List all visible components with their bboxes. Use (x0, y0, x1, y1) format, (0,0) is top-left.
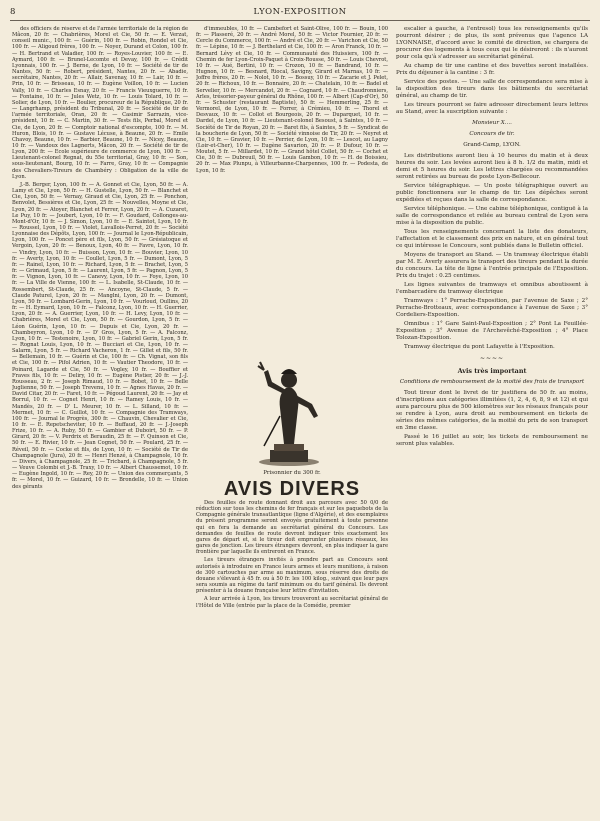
notice-paragraph: Service des postes. — Une salle de correspondance sera mise à la disposition des tireurs dans les bâtiments du secrétariat général, au champ de tir. (396, 79, 588, 99)
prize-statue-illustration (224, 346, 354, 468)
donor-list-column (12, 26, 188, 816)
important-notice-subheading: Conditions de remboursement de la moitié des frais de transport (399, 379, 585, 385)
notice-paragraph: Moyens de transport au Stand. — Un tramway électrique établi par M. E. Averly assurera le transport des tireurs pendant la durée du concours. La tête de ligne à l'entrée principale de l'Exposition. Prix du trajet : 0.25 centimes. (396, 252, 588, 279)
notice-paragraph: Service téléphonique. — Une cabine téléphonique, contiguë à la salle de correspondance et reliée au bureau central de Lyon sera mise à la disposition du public. (396, 206, 588, 226)
donor-list-paragraph: J.-B. Berger, Lyon, 100 fr. — A. Gonnet et Cie, Lyon, 50 fr. — A. Lamy et Cie, Lyon, 50 fr. — H. Gustelle, Lyon, 50 fr. — Blanchet et Cie, Lyon, 50 fr. — Vernay, Giraud et Cie, Lyon, 25 fr. — Ponchon, Benvolet, Bessières et Cie, Lyon, 25 fr. — Nouvelles, Moyne et Cie, Lyon, 20 fr. — Atoyer, Blanchet et Ferrer, Lyon, 20 fr. — A. Cuzaret, Le Puy, 10 fr. — Joubert, Lyon, 10 fr. — F. Goudard, Collonges-au-Mont-d'Or, 10 fr. — J. Simon, Lyon, 10 fr. — E. Saintot, Lyon, 10 fr. — Roussel, Lyon, 10 fr. — Violet, Lavallois-Perret, 20 fr. — Société Lyonnaise des Dépôts, Lyon, 100 fr. — Journal le Lyon-Républicain, Lyon, 100 fr. — Poncet père et fils, Lyon, 50 fr. — Grésiatoque et Vergoin, Lyon, 20 fr. — Benoux, Lyon, 40 fr. — Favre, Lyon, 10 fr. — Vindry, Lyon, 10 fr. — Buisson, Lyon, 10 fr. — Bouvier, Lyon, 10 fr. — Averty, Lyon, 10 fr. — Coullet, Lyon, 5 fr. — Dumont, Lyon, 5 fr. — Rainel, Lyon, 10 fr. — Richard, Lyon, 5 fr. — Brachet, Lyon, 5 fr. — Grimaud, Lyon, 5 fr. — Laurent, Lyon, 5 fr. — Pagnon, Lyon, 5 fr. — Vignon, Lyon, 10 fr. — Canevy, Lyon, 10 fr. — Foye, Lyon, 10 fr. — La Ville de Vienne, 100 fr. — L. Isabelle, St-Claude, 10 fr. — Rossembert, St-Claude, 25 fr. — Ancoyne, St-Claude, 5 fr. — Claude Paturel, Lyon, 20 fr. — Manglni, Lyon, 20 fr. — Dumont, Lyon, 50 fr. — Lombard-Gerin, Lyon, 10 fr. — Vourloud, Oullins, 20 fr. — H. Eymard, Lyon, 10 fr. — Falconz, Lyon, 10 fr. — H. Guerrier, Lyon, 20 fr. — A. Guerrier, Lyon, 10 fr. — H. Levy, Lyon, 10 fr. — Chabrières, Morel et Cie, Lyon, 50 fr. — Gourdon, Lyon, 5 fr. — Léon Guérin, Lyon, 10 fr. — Dupuis et Cie, Lyon, 20 fr. — Chambeyron, Lyon, 10 fr. — D' Gros, Lyon, 5 fr. — A. Falconz, Lyon, 10 fr. — Testenoire, Lyon, 10 fr. — Gabriel Gerin, Lyon, 5 fr. — Rognat Louis, Lyon, 10 fr. — Bucciari et Cie, Lyon, 10 fr. — Salarm, Lyon, 5 fr. — Richard Vacheron, 1 fr. — Gillet et fils, 50 fr. — Bellemain, 10 fr. — Guérin et Cie, 100 fr. — Ch. Vignat, son fils et Cie, 100 fr. — Pifol Adrien, 10 fr. — Vautier Theodore, 10 fr. — Poinard, Lagarde et Cie, 50 fr. — Vogley, 10 fr. — Bouffier et Fraves fils, 10 fr. — Deliry, 10 fr. — Eugène Pistier, 20 fr. — J.-J. Rousseau, 2 fr. — Joseph Rimaud, 10 fr. — Bobet, 10 fr. — Belle Juglienne, 50 fr. — Joseph Trevenu, 10 fr. — Agnes Havas, 20 fr. — David Citar, 20 fr. — Faret, 10 fr. — Pégoud Laurent, 20 fr. — Jay et Borrul, 10 fr. — Cognet Henri, 10 fr. — Ramey Louis, 10 fr. — Mandès, 20 fr. — D' L. Meurer, 10 fr. — L. Silland, 10 fr. — Mermet, 10 fr. — C. Guillot, 10 fr. — Compagnie des Tramways, 100 fr. — Journal le Progrès, 300 fr. — Chauvin, Chevalier et Cie, 10 fr. — E. Repetscheviter, 10 fr. — Buffaud, 20 fr. — J.-Joseph Frize, 10 fr. — A. Ruby, 50 fr. — Gambier et Duboirt, 50 fr. — P. Girard, 20 fr. — V. Perdrix et Beraudin, 25 fr. — F. Quinson et Cie, 50 fr. — E. Rivier, 10 fr. — Jean Cognet, 50 fr. — Poulard, 25 fr. — Réveil, 50 fr. — Cocke et fils, de Lyon, 10 fr. — Société de Tir de Champagnole (Jura), 20 fr. — Henri Henzé, à Champagnole, 10 fr. — Divers, à Champagnole, 25 fr. — Tricbard, à Champagnole, 5 fr. — Veuve Colombi et J.-B. Traxy, 10 fr. — Albert Chaussemot, 10 fr. — Eugène Ingold, 10 fr. — Rey, 20 fr. — Union des commerçants, 5 fr. — Morel, 10 fr. — Guizard, 10 fr. — Brondelle, 10 fr. — Union des gérants (12, 181, 188, 490)
notice-paragraph: Passé le 16 juillet au soir, les tickets de remboursement ne seront plus valables. (396, 434, 588, 447)
avis-paragraph: A leur arrivée à Lyon, les tireurs trouveront au secrétariat général de l'Hôtel de Ville (entrée par la place de la Comédie, premier (196, 596, 388, 609)
notice-paragraph: Tramways : 1° Perrache-Exposition, par l'avenue de Saxe ; 2° Perrache-Brotteaux, avec correspondance à l'avenue de Saxe ; 3° Cordeliers-Exposition. (396, 298, 588, 318)
running-header (10, 6, 590, 21)
notice-paragraph: Tramway électrique du pont Lafayette à l'Exposition. (404, 344, 555, 350)
illustration-caption: Prisonnier du 300 fr. (263, 470, 321, 476)
notice-paragraph: escalier à gauche, à l'entresol) tous les renseignements qu'ils pourront désirer ; de plus, ils sont prévenus que l'agence LA LYONNAISE, d'accord avec le comité de direction, se chargera de procurer des logements à tous ceux qui le désireront : ils n'auront pour cela qu'à s'adresser au secrétariat général. (396, 26, 588, 60)
notice-paragraph: Les lignes suivantes de tramways et omnibus aboutissent à l'embarcadère du tramway électrique (396, 282, 588, 295)
donor-list-paragraph: d'immeubles, 10 fr. — Cambefort et Saint-Olive, 100 fr. — Bouin, 100 fr. — Plasseré, 20 fr. — André Morel, 50 fr. — Victor Fournier, 20 fr. — Cercle du Commerce, 100 fr. — André et Cie, 20 fr. — Varichon et Cie, 50 fr. — Lépine, 10 fr. — J. Berthelard et Cie, 100 fr. — Aron Franck, 10 fr. — Bernard Lévy et Cie, 10 fr. — Communauté des Huissiers, 100 fr. — Chemin de fer Lyon-Croix-Paquet à Croix-Rousse, 50 fr. — Louis Chevrot, 10 fr. — Aué, Bertini, 10 fr. — Crozon, 10 fr. — Bandrand, 10 fr. — Hugnon, 10 fr. — Besnard, Riocal, Savigny, Girard et Marnas, 10 fr. — Joffre frères, 20 fr. — Nolot, 10 fr. — Bossuy, 10 fr. — Zacarie et J. Pelet, 20 fr. — Richoux, 10 fr. — Bonnaire, 20 fr. — Chatelain, 10 fr. — Badel et Servelier, 10 fr. — Mercandot, 20 fr. — Cognard, 10 fr. — Chaudronniers, Arles, trésorier-payeur général du Rhône, 100 fr. — Albert (Cap-d'Or), 50 fr. — Schuster (restaurant Baptiste), 50 fr. — Hemmerling, 25 fr. — Vermorel, de Lyon, 10 fr. — Forrer, à Crémieu, 10 fr. — Thorel et Desvaux, 10 fr. — Collot et Bourgeois, 20 fr. — Duparquet, 10 fr. — Dardel, de Lyon, 10 fr. — Lieutenant-colonel Besoust, à Saintes, 10 fr. — Société de Tir de Royan, 20 fr. — Baret fils, à Saintes, 5 fr. — Syndicat de la boucherie de Lyon, 50 fr. — Société vinnoise de Tir, 20 fr. — Neyret et Cie, 10 fr. — Gravier, 10 fr. — Perrier, de Lyon, 10 fr. — Lescot, au Lagny (Loir-et-Cher), 10 fr. — Eugène Savarion, 20 fr. — P. Dufour, 10 fr. — Moutet, 5 fr. — Millardet, 10 fr. — Grand hôtel Collet, 50 fr. — Cochet et Cie, 30 fr. — Dubreuil, 50 fr. — Louis Gambon, 10 fr. — H. de Boissieu, 20 fr. — Max Plunpu, à Villeurbanne-Charpennes, 100 fr. — Podesta, de Lyon, 10 fr. (196, 26, 388, 174)
notice-paragraph: Les tireurs pourront se faire adresser directement leurs lettres au Stand, avec la suscription suivante : (396, 102, 588, 115)
address-line: Concours de tir. (469, 131, 515, 137)
notice-paragraph: Tout tireur dont le livret de tir justifiera de 50 fr. au moins, d'inscriptions aux catégories illimitées (1, 2, 4, 6, 8, 9 et 12) et qui aura parcouru plus de 500 kilomètres sur les réseaux français pour se rendre à Lyon, aura droit au remboursement en tickets de séries des mêmes catégories, de la moitié du prix de son transport en 3me classe. (396, 390, 588, 431)
notices-column (396, 26, 588, 816)
notice-paragraph: Les distributions auront lieu à 10 heures du matin et à deux heures du soir. Les levées auront lieu à 8 h. 1/2 du matin, midi et demi et 5 heures du soir. Les lettres chargées ou recommandées seront retirées au bureau de poste Lyon-Bellecour. (396, 153, 588, 180)
notice-paragraph: Tous les renseignements concernant la liste des donateurs, l'affectation et le classement des prix en nature, et en général tout ce qui intéresse le Concours, sont publiés dans le Bulletin officiel. (396, 229, 588, 249)
notice-paragraph: Au champ de tir une cantine et des buvettes seront installées. Prix du déjeuner à la cantine : 3 fr. (396, 63, 588, 76)
section-title: AVIS DIVERS (223, 478, 361, 500)
notice-paragraph: Omnibus : 1° Gare Saint-Paul-Exposition ; 2° Pont La Feuillée-Exposition ; 3° Avenue de l'Archevêché-Exposition ; 4° Place Tolozan-Exposition. (396, 321, 588, 341)
address-line: Monsieur X.... (472, 120, 512, 126)
notice-paragraph: Service télégraphique. — Un poste télégraphique ouvert au public fonctionnera sur le champ de tir. Les dépêches seront expédiées et reçues dans la salle de correspondance. (396, 183, 588, 203)
important-notice-heading: Avis très important (457, 367, 527, 375)
donor-list-paragraph: des officiers de réserve et de l'armée territoriale de la région de Mâcon, 20 fr. — Chabrières, Morel et Cie, 50 fr. — E. Verzat, conseil munic., 100 fr. — Guérin, 100 fr. — Robin, Rondel et Cie, 100 fr. — Aligoud frères, 100 fr. — Noyer, Durand et Colon, 100 fr. — H. Bertrand et Valadier, 100 fr. — Royes-Louvier, 100 fr. — E. Aymard, 100 fr. — Brunel-Lecomte et Devay, 100 fr. — Crédit Lyonnais, 100 fr. — J. Berne, de Lyon, 10 fr. — Société de tir de Nantes, 50 fr. — Robert, président, Nantes, 20 fr. — Abadie, secrétaire, Nantes, 20 fr. — Allair, Savenay, 10 fr. — Lair, 10 fr. — Prin, 10 fr. — Brisseau, 10 fr. — Eugène Voillon, 10 fr. — Lucien Vally, 10 fr. — Charles Esnay, 20 fr. — Francis Vieuxguerre, 10 fr. — Fontaine, 10 fr. — Jules Wetz, 10 fr. — Louis Tolard, 10 fr. — Solier, de Lyon, 10 fr. — Boulier, procureur de la République, 20 fr. — Langrhamp, président du Tribunal, 20 fr. — Société de tir de l'armée territoriale, Oran, 20 fr. — Casimir Sarrazin, vice-président, 10 fr. — C. Martin, 30 fr. — Tests fils, Perbal, Morel et Cie, de Lyon, 20 fr. — Comptoir national d'escompte, 100 fr. — M. Huron, Blois, 10 fr. — Gustave Lécuse, à Beaune, 20 fr. — Emile Chavoy, Beaune, 10 fr. — Barbier, Beaune, 10 fr. — Nicey, Beaune, 10 fr. — Vandoux des Lagnerts, Mâcon, 20 fr. — Société de tir de Lyon, 200 fr. — Ecole supérieure de commerce de Lyon, 100 fr. — Lieutenant-colonel Regnat, du 55e territorial, Gray, 10 fr. — Son, sous-lieutenant, Bourg, 10 fr. — Farre, Gray, 10 fr. — Compagnie des Chevaliers-Tireurs de Chambéry : Obligation de la ville de Lyon. (12, 26, 188, 180)
address-line: Grand-Camp, LYON. (463, 142, 521, 148)
avis-paragraph: Les tireurs étrangers invités à prendre part au Concours sont autorisés à introduire en France leurs armes et leurs munitions, à raison de 300 cartouches par arme au maximum, sous réserve des droits de douane s'élevant à 45 fr. ou à 50 fr. les 100 kilog., suivant que leur pays sera soumis au régime du tarif minimum ou du tarif général. Ils devront présenter à la douane française leur lettre d'invitation. (196, 557, 388, 595)
avis-paragraph: Des feuilles de route donnant droit aux parcours avec 50 0/0 de réduction sur tous les chemins de fer français et sur les paquebots de la Compagnie générale transatlantique (ligne d'Algérie), et des exemplaires du présent programme seront envoyés gratuitement à toute personne qui en fera la demande au secrétariat général du Concours. Les demandes de feuilles de route devront indiquer très exactement les gares de départ et, si le tireur doit emprunter plusieurs réseaux, les gares de jonction. Les tireurs étrangers devront, en plus indiquer la gare frontière par laquelle ils entreront en France. (196, 500, 388, 556)
ornament-divider: ~~~~ (479, 355, 505, 362)
page-number: 8 (10, 7, 16, 17)
avis-divers-column (196, 500, 388, 816)
publication-title: LYON-EXPOSITION (253, 7, 347, 17)
donor-list-continued (196, 26, 388, 344)
